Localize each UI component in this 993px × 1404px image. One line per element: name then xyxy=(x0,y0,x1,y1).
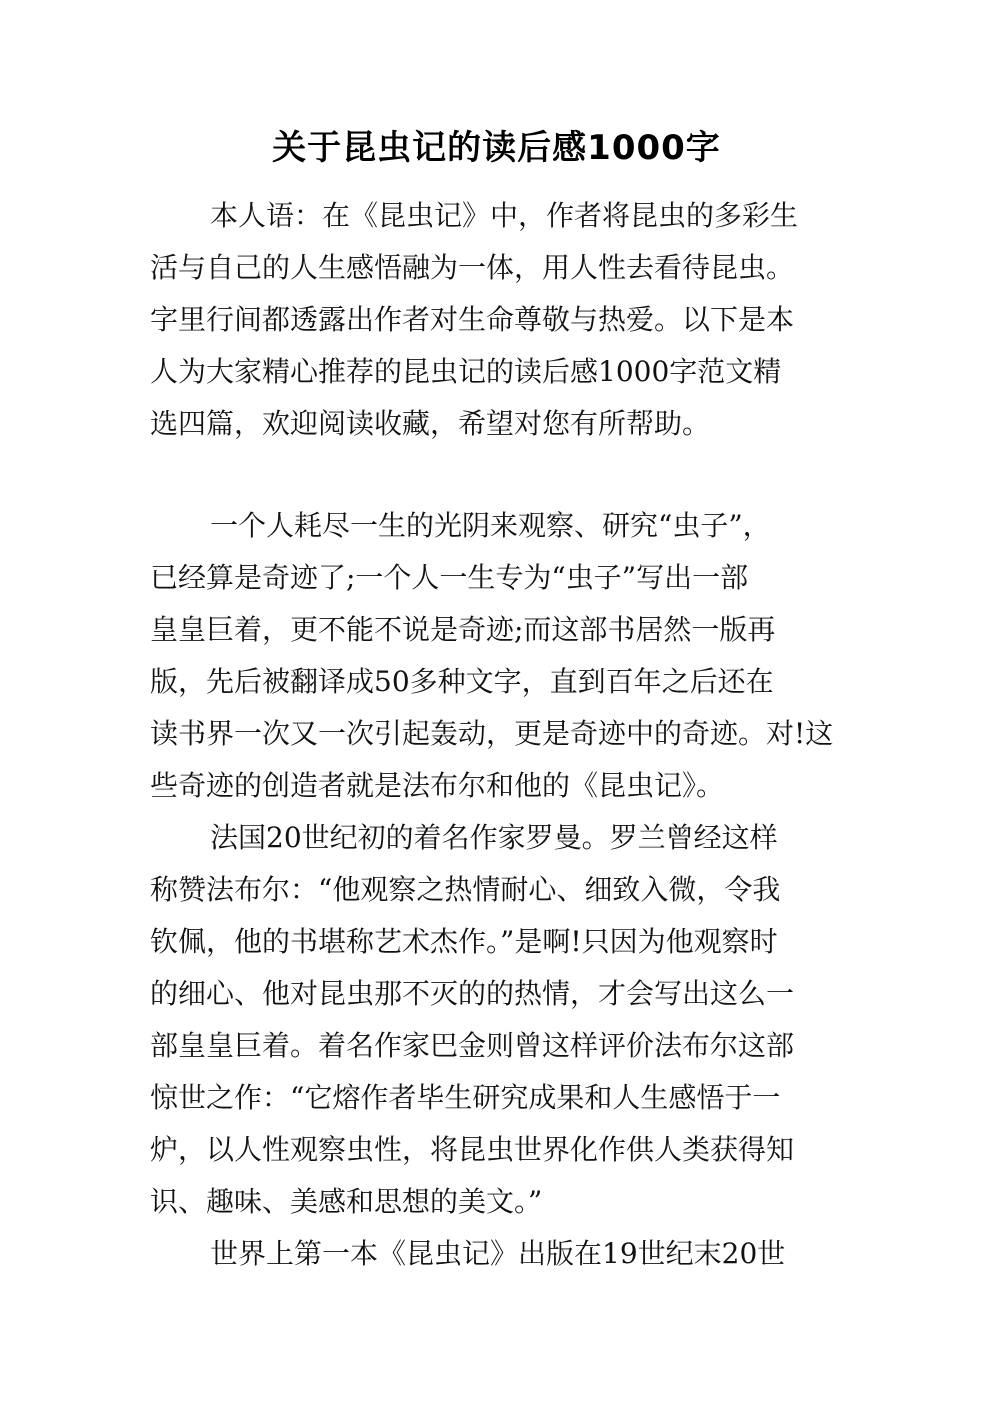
paragraph-line: 钦佩，他的书堪称艺术杰作。”是啊!只因为他观察时 xyxy=(150,925,778,958)
paragraph-line: 部皇皇巨着。着名作家巴金则曾这样评价法布尔这部 xyxy=(150,1029,795,1062)
paragraph-line: 炉，以人性观察虫性，将昆虫世界化作供人类获得知 xyxy=(150,1133,795,1166)
paragraph-line: 的细心、他对昆虫那不灭的的热情，才会写出这么一 xyxy=(150,977,795,1010)
body-paragraph-3 xyxy=(150,1228,910,1280)
paragraph-line: 一个人耗尽一生的光阴来观察、研究“虫子”， xyxy=(210,509,771,542)
paragraph-line: 人为大家精心推荐的昆虫记的读后感1000字范文精 xyxy=(150,355,782,388)
paragraph-line: 版，先后被翻译成50多种文字，直到百年之后还在 xyxy=(150,665,774,698)
paragraph-line: 读书界一次又一次引起轰动，更是奇迹中的奇迹。对!这 xyxy=(150,717,834,750)
paragraph-line: 活与自己的人生感悟融为一体，用人性去看待昆虫。 xyxy=(150,251,795,284)
paragraph-line: 皇皇巨着，更不能不说是奇迹;而这部书居然一版再 xyxy=(150,613,776,646)
paragraph-line: 称赞法布尔：“他观察之热情耐心、细致入微，令我 xyxy=(150,873,781,906)
paragraph-line: 字里行间都透露出作者对生命尊敬与热爱。以下是本 xyxy=(150,303,795,336)
paragraph-line: 识、趣味、美感和思想的美文。” xyxy=(150,1185,543,1218)
body-paragraph-1 xyxy=(150,500,910,812)
document-title: 关于昆虫记的读后感1000字 xyxy=(272,128,721,168)
body-paragraph-2 xyxy=(150,812,910,1228)
paragraph-line: 本人语：在《昆虫记》中，作者将昆虫的多彩生 xyxy=(210,199,799,232)
paragraph-line: 世界上第一本《昆虫记》出版在19世纪末20世 xyxy=(210,1237,786,1270)
paragraph-line: 惊世之作：“它熔作者毕生研究成果和人生感悟于一 xyxy=(150,1081,781,1114)
paragraph-line: 些奇迹的创造者就是法布尔和他的《昆虫记》。 xyxy=(150,769,725,802)
paragraph-line: 法国20世纪初的着名作家罗曼。罗兰曾经这样 xyxy=(210,821,778,854)
paragraph-line: 已经算是奇迹了;一个人一生专为“虫子”写出一部 xyxy=(150,561,749,594)
paragraph-line: 选四篇，欢迎阅读收藏，希望对您有所帮助。 xyxy=(150,407,711,440)
intro-paragraph xyxy=(150,190,910,450)
